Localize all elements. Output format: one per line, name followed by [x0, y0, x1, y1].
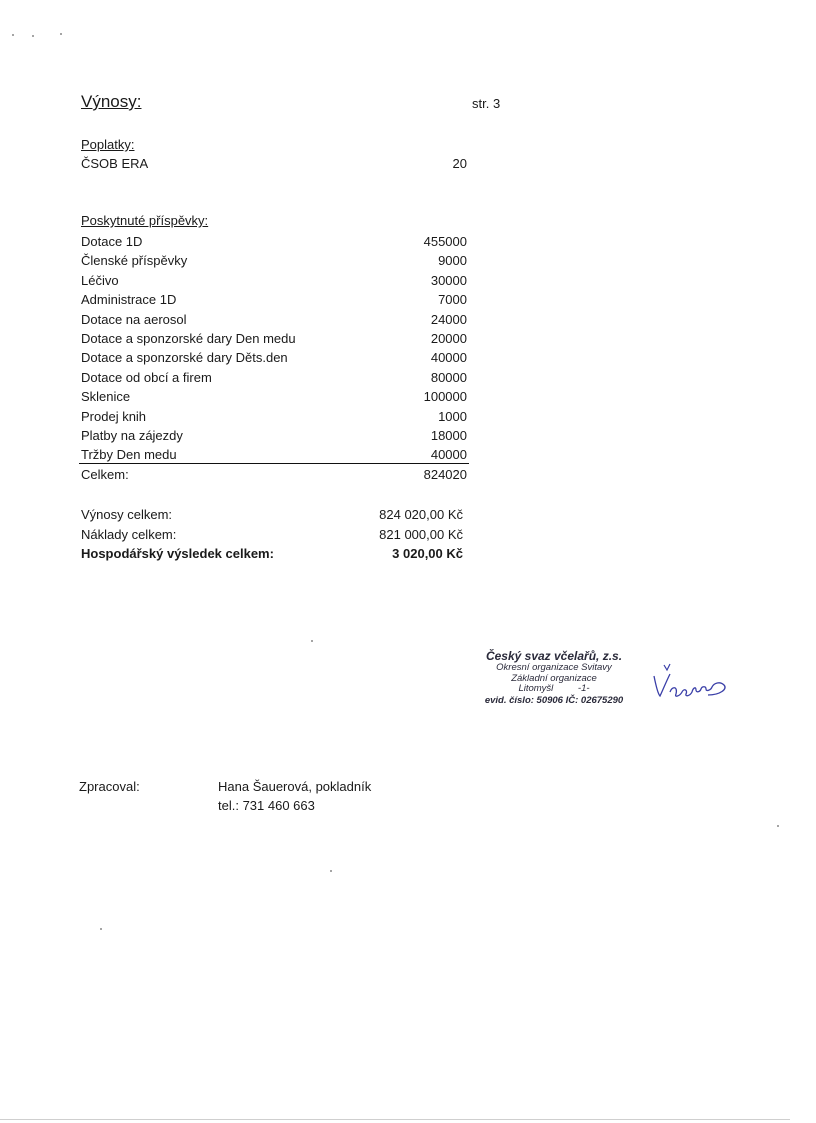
- contribution-label: Dotace 1D: [81, 234, 143, 249]
- fees-row: [81, 154, 467, 173]
- contribution-value: 80000: [430, 370, 467, 385]
- scan-speck: [777, 825, 779, 827]
- contribution-value: 40000: [430, 350, 467, 365]
- revenue-label: Výnosy celkem:: [81, 507, 173, 522]
- total-divider: [79, 463, 469, 464]
- contribution-row: [81, 348, 467, 367]
- fees-row-value: 20: [452, 156, 467, 171]
- prepared-by-phone: tel.: 731 460 663: [218, 798, 315, 813]
- contribution-value: 455000: [423, 234, 467, 249]
- scan-speck: [32, 35, 34, 37]
- total-row: [81, 465, 467, 484]
- costs-summary-row: [81, 525, 463, 544]
- contribution-value: 1000: [438, 409, 467, 424]
- costs-label: Náklady celkem:: [81, 527, 177, 542]
- contribution-row: [81, 445, 467, 464]
- contribution-row: [81, 426, 467, 445]
- stamp-town: Litomyšl: [518, 683, 554, 695]
- fees-row-label: ČSOB ERA: [81, 156, 149, 171]
- stamp-suffix: -1-: [577, 683, 590, 695]
- stamp-town-line: [464, 684, 644, 694]
- prepared-by-name: Hana Šauerová, pokladník: [218, 779, 372, 794]
- contributions-heading: Poskytnuté příspěvky:: [81, 213, 209, 228]
- total-value: 824020: [423, 467, 467, 482]
- scan-edge: [0, 1119, 790, 1120]
- scan-speck: [12, 34, 14, 36]
- contribution-label: Prodej knih: [81, 409, 147, 424]
- contribution-row: [81, 290, 467, 309]
- contribution-label: Platby na zájezdy: [81, 428, 183, 443]
- scan-speck: [60, 33, 62, 35]
- contribution-label: Členské příspěvky: [81, 253, 188, 268]
- contribution-value: 30000: [430, 273, 467, 288]
- contribution-row: [81, 271, 467, 290]
- total-label: Celkem:: [81, 467, 129, 482]
- contribution-row: [81, 251, 467, 270]
- revenue-value: 824 020,00 Kč: [379, 507, 463, 522]
- revenue-summary-row: [81, 505, 463, 524]
- contribution-value: 24000: [430, 312, 467, 327]
- fees-heading: Poplatky:: [81, 137, 135, 152]
- contribution-row: [81, 310, 467, 329]
- costs-value: 821 000,00 Kč: [379, 527, 463, 542]
- stamp-org-name: Český svaz včelařů, z.s.: [485, 649, 623, 663]
- contribution-row: [81, 232, 467, 251]
- contribution-row: [81, 407, 467, 426]
- contribution-label: Tržby Den medu: [81, 447, 177, 462]
- contribution-row: [81, 387, 467, 406]
- scan-speck: [100, 928, 102, 930]
- stamp-district: Okresní organizace Svitavy: [496, 662, 612, 674]
- contribution-value: 18000: [430, 428, 467, 443]
- page-title: Výnosy:: [81, 92, 142, 111]
- stamp-registration: evid. číslo: 50906 IČ: 02675290: [484, 694, 624, 706]
- contribution-value: 20000: [430, 331, 467, 346]
- contribution-label: Dotace a sponzorské dary Děts.den: [81, 350, 288, 365]
- signature: [648, 662, 738, 707]
- contribution-label: Dotace na aerosol: [81, 312, 187, 327]
- contribution-value: 9000: [438, 253, 467, 268]
- stamp-basic-org: Základní organizace: [511, 672, 597, 684]
- result-summary-row: [81, 544, 463, 563]
- contribution-label: Léčivo: [81, 273, 119, 288]
- contribution-value: 100000: [423, 389, 467, 404]
- result-label: Hospodářský výsledek celkem:: [81, 546, 274, 561]
- scan-speck: [330, 870, 332, 872]
- organization-stamp: [464, 650, 644, 706]
- contribution-label: Administrace 1D: [81, 292, 177, 307]
- result-value: 3 020,00 Kč: [392, 546, 463, 561]
- contribution-row: [81, 368, 467, 387]
- contribution-label: Dotace a sponzorské dary Den medu: [81, 331, 296, 346]
- contribution-label: Dotace od obcí a firem: [81, 370, 212, 385]
- contribution-value: 40000: [430, 447, 467, 462]
- contribution-row: [81, 329, 467, 348]
- prepared-by-label: Zpracoval:: [79, 779, 140, 794]
- page-number: str. 3: [472, 96, 501, 111]
- contribution-label: Sklenice: [81, 389, 131, 404]
- contribution-value: 7000: [438, 292, 467, 307]
- scan-speck: [311, 640, 313, 642]
